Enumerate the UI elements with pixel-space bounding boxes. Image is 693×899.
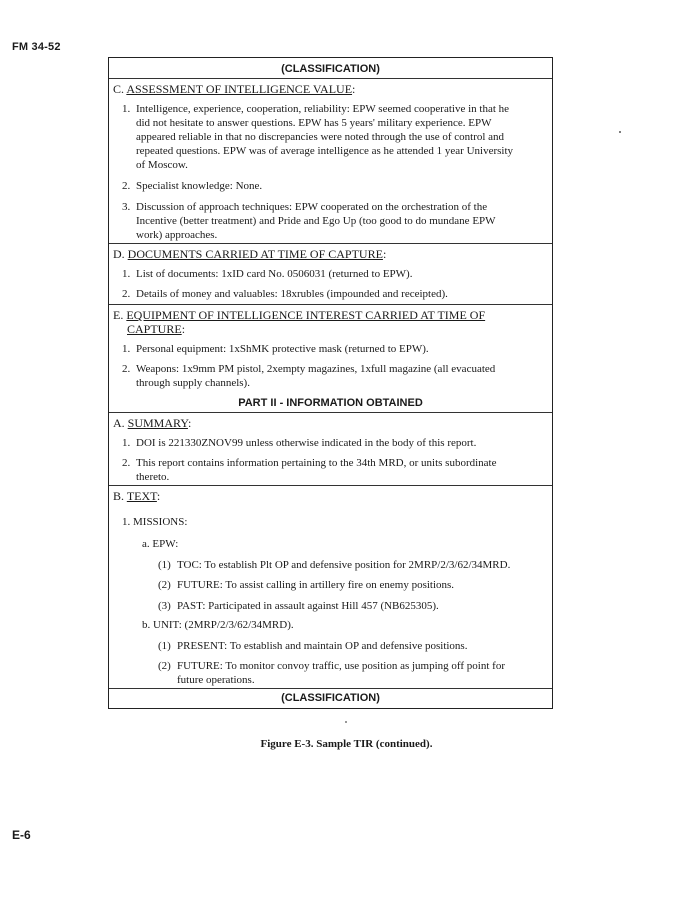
section-a-title: SUMMARY — [127, 416, 188, 430]
section-c-item-3-line: Incentive (better treatment) and Pride and Ego Up (too good to do mundane EPW — [136, 215, 496, 227]
section-b-colon: : — [156, 489, 161, 503]
section-a-item-2-line: This report contains information pertaining to the 34th MRD, or units subordinate — [136, 457, 497, 469]
section-e-item-1-num: 1. — [122, 343, 131, 355]
page-header: FM 34-52 — [12, 41, 61, 53]
section-e-item-2-line: through supply channels). — [136, 377, 250, 389]
section-a-item-2-line: thereto. — [136, 471, 170, 483]
section-e-letter: E. — [113, 308, 124, 322]
unit-item-1-num: (1) — [158, 640, 171, 652]
section-e-item-2-line: Weapons: 1x9mm PM pistol, 2xempty magazines, 1xfull magazine (all evacuated — [136, 363, 496, 375]
section-divider — [109, 243, 552, 244]
section-c-item-2-num: 2. — [122, 180, 131, 192]
section-c-item-1-line: appeared reliable in that no discrepancies were noted through the use of control and — [136, 131, 505, 143]
unit-item-2-line: future operations. — [177, 674, 255, 686]
section-a-colon: : — [187, 416, 192, 430]
section-b-letter: B. — [113, 489, 125, 503]
section-c-item-1-line: repeated questions. EPW was of average intelligence as he attended 1 year University — [136, 145, 514, 157]
section-e-heading-cont — [127, 322, 185, 336]
section-a-item-2-num: 2. — [122, 457, 131, 469]
section-e-title-line2: CAPTURE — [127, 322, 182, 336]
section-e-title-line1: EQUIPMENT OF INTELLIGENCE INTEREST CARRIED AT TIME OF — [126, 308, 486, 322]
section-c-item-1-line: Intelligence, experience, cooperation, reliability: EPW seemed cooperative in that he — [136, 103, 510, 115]
section-c-letter: C. — [113, 82, 125, 96]
epw-label: a. EPW: — [142, 538, 179, 550]
section-c-item-3-line: Discussion of approach techniques: EPW cooperated on the orchestration of the — [136, 201, 488, 213]
section-d-item-1-text: List of documents: 1xID card No. 0506031 (returned to EPW). — [136, 268, 413, 280]
part-ii-heading: PART II - INFORMATION OBTAINED — [238, 397, 423, 409]
section-d-item-2-num: 2. — [122, 288, 131, 300]
section-e-heading — [113, 308, 485, 322]
section-b-title: TEXT — [126, 489, 157, 503]
figure-caption: Figure E-3. Sample TIR (continued). — [260, 738, 433, 750]
section-e-colon: : — [181, 322, 186, 336]
section-a-item-1-num: 1. — [122, 437, 131, 449]
section-c-title: ASSESSMENT OF INTELLIGENCE VALUE — [126, 82, 353, 96]
epw-item-1-text: TOC: To establish Plt OP and defensive position for 2MRP/2/3/62/34MRD. — [177, 559, 511, 571]
section-d-colon: : — [382, 247, 387, 261]
epw-item-3-num: (3) — [158, 600, 171, 612]
section-e-item-1-line: Personal equipment: 1xShMK protective mask (returned to EPW). — [136, 343, 429, 355]
section-d-item-1-num: 1. — [122, 268, 131, 280]
unit-item-1-line: PRESENT: To establish and maintain OP and defensive positions. — [177, 640, 468, 652]
unit-item-2-line: FUTURE: To monitor convoy traffic, use position as jumping off point for — [177, 660, 505, 672]
section-c-item-2-line: Specialist knowledge: None. — [136, 180, 263, 192]
epw-item-3-text: PAST: Participated in assault against Hill 457 (NB625305). — [177, 600, 439, 612]
epw-item-2-num: (2) — [158, 579, 171, 591]
classification-divider-top — [109, 78, 552, 79]
section-a-heading — [113, 416, 191, 430]
section-a-item-1-line: DOI is 221330ZNOV99 unless otherwise indicated in the body of this report. — [136, 437, 477, 449]
scan-speck — [345, 721, 347, 723]
section-c-colon: : — [352, 82, 356, 96]
section-d-item-2-text: Details of money and valuables: 18xrubles (impounded and receipted). — [136, 288, 448, 300]
section-e-item-2-num: 2. — [122, 363, 131, 375]
unit-item-2-num: (2) — [158, 660, 171, 672]
report-form — [108, 57, 553, 709]
epw-item-2-text: FUTURE: To assist calling in artillery fire on enemy positions. — [177, 579, 455, 591]
section-c-item-1-num: 1. — [122, 103, 131, 115]
epw-item-1-num: (1) — [158, 559, 171, 571]
page-number: E-6 — [12, 828, 31, 842]
classification-top: (CLASSIFICATION) — [281, 63, 380, 75]
section-c-item-3-line: work) approaches. — [136, 229, 218, 241]
part-divider — [109, 412, 552, 413]
scan-speck — [619, 131, 621, 133]
section-c-item-1-line: of Moscow. — [136, 159, 188, 171]
unit-label: b. UNIT: (2MRP/2/3/62/34MRD). — [142, 619, 294, 631]
section-d-heading — [113, 247, 386, 261]
section-divider — [109, 304, 552, 305]
section-divider — [109, 485, 552, 486]
classification-divider-bottom — [109, 688, 552, 689]
section-c-item-3-num: 3. — [122, 201, 131, 213]
missions-label: 1. MISSIONS: — [122, 516, 188, 528]
section-b-heading — [113, 489, 160, 503]
section-d-letter: D. — [113, 247, 125, 261]
section-c-heading — [113, 82, 355, 96]
section-c-item-1-line: did not hesitate to answer questions. EPW has 5 years' military experience. EPW — [136, 117, 492, 129]
section-a-letter: A. — [113, 416, 125, 430]
classification-bottom: (CLASSIFICATION) — [281, 692, 380, 704]
section-d-title: DOCUMENTS CARRIED AT TIME OF CAPTURE — [127, 247, 383, 261]
